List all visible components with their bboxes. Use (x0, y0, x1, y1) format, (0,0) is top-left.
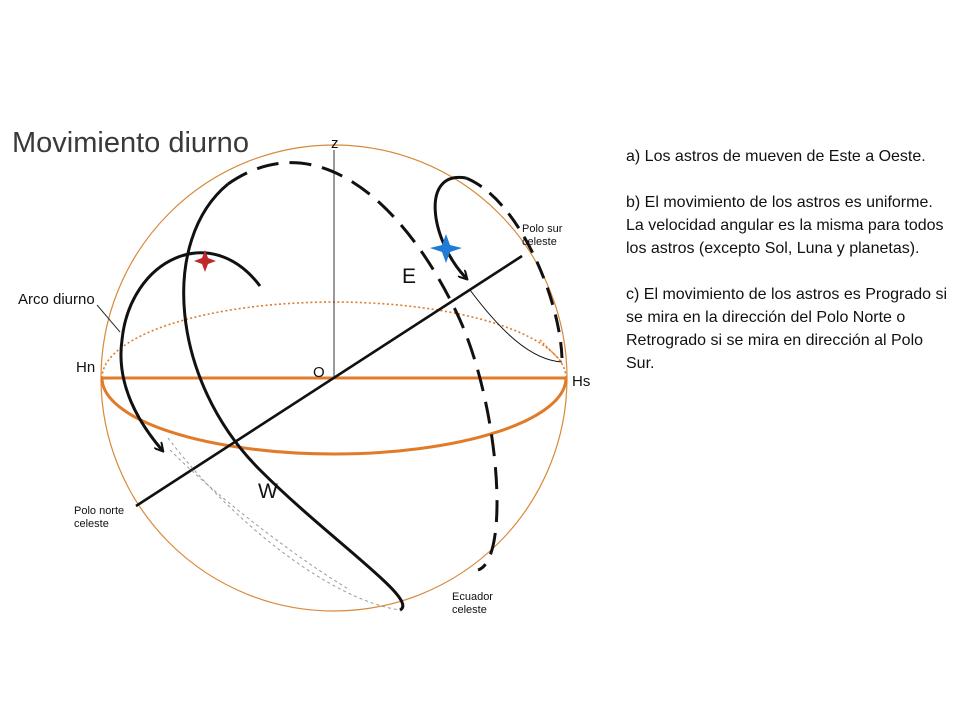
large-diurnal-arc (184, 184, 403, 610)
diurnal-arc-pointer (97, 305, 120, 332)
diagram-title: Movimiento diurno (12, 127, 249, 159)
origin-label: O (313, 364, 325, 381)
horizon-front-arc (102, 378, 566, 454)
note-b: b) El movimiento de los astros es uniforme. La velocidad angular es la misma para todos los astros (excepto Sol, Luna y planetas). (626, 194, 944, 257)
equator-label-line-2: celeste (452, 604, 487, 616)
equator-label-line-1: Ecuador (452, 591, 493, 603)
south-pole-label-line-1: Polo sur (522, 223, 563, 235)
right-diurnal-arc (435, 177, 466, 278)
north-pole-label-line-2: celeste (74, 518, 109, 530)
north-horizon-label: Hn (76, 359, 96, 376)
west-label: W (258, 480, 278, 503)
east-label: E (402, 265, 417, 288)
right-diurnal-arc-thin (470, 290, 562, 362)
equator-front-arc (228, 163, 497, 570)
south-pole-label-line-2: celeste (522, 236, 557, 248)
south-horizon-label: Hs (572, 373, 591, 390)
note-a: a) Los astros de mueven de Este a Oeste. (626, 148, 926, 165)
north-pole-label-line-1: Polo norte (74, 505, 125, 517)
note-c: c) El movimiento de los astros es Progrado si se mira en la dirección del Polo Norte o Retrogrado si se mira en dirección al Polo Sur. (626, 286, 948, 372)
zenith-label: z (331, 135, 339, 152)
right-diurnal-arc-dashed (466, 178, 562, 358)
blue-star-icon (430, 234, 462, 263)
explanation-notes (626, 145, 952, 398)
polar-axis (136, 256, 522, 506)
diurnal-arc-label: Arco diurno (18, 291, 95, 308)
